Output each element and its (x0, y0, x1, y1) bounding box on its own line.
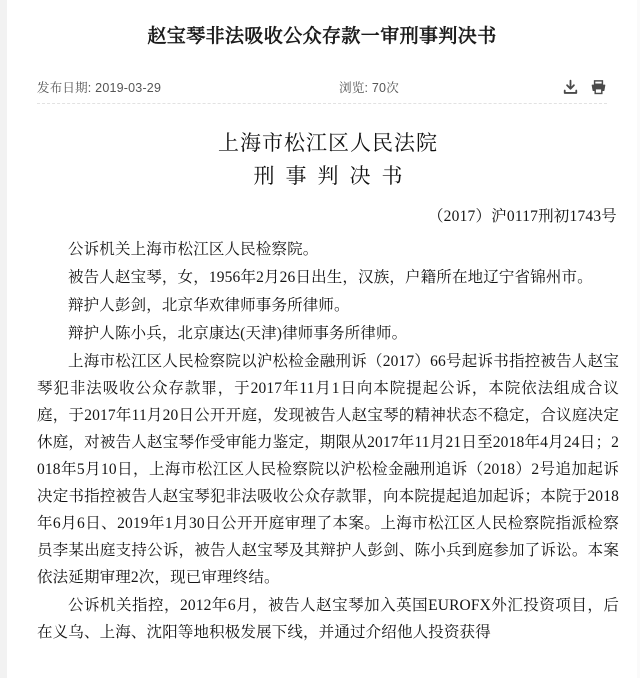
view-count-label: 浏览: (339, 81, 369, 95)
download-icon[interactable] (562, 79, 579, 96)
document-actions (562, 79, 607, 96)
publish-date-group (37, 78, 161, 96)
court-name: 上海市松江区人民法院 (218, 131, 438, 155)
body-paragraph: 辩护人陈小兵，北京康达(天津)律师事务所律师。 (68, 325, 408, 342)
case-number: （2017）沪0117刑初1743号 (427, 208, 617, 225)
body-paragraph: 公诉机关指控，2012年6月，被告人赵宝琴加入英国EUROFX外汇投资项目，后在义乌、上海、沈阳等地积极发展下线，并通过介绍他人投资获得 (37, 597, 619, 641)
view-count-group (339, 78, 399, 96)
body-paragraph: 公诉机关上海市松江区人民检察院。 (68, 241, 319, 258)
document-body (7, 104, 637, 646)
document-kind: 刑事判决书 (253, 164, 414, 188)
view-count-value: 70次 (371, 81, 399, 95)
body-paragraph: 辩护人彭剑，北京华欢律师事务所律师。 (68, 297, 350, 314)
body-paragraph: 上海市松江区人民检察院以沪松检金融刑诉（2017）66号起诉书指控被告人赵宝琴犯非法吸收公众存款罪，于2017年11月1日向本院提起公诉，本院依法组成合议庭，于2017年11月20日公开开庭，发现被告人赵宝琴的精神状态不稳定，合议庭决定休庭，对被告人赵宝琴作受审能力鉴定，期限从2017年11月21日至2018年4月24日；2018年5月10日，上海市松江区人民检察院以沪松检金融刑追诉（2018）2号追加起诉决定书指控被告人赵宝琴犯非法吸收公众存款罪，向本院提起追加起诉；本院于2018年6月6日、2019年1月30日公开开庭审理了本案。上海市松江区人民检察院指派检察员李某出庭支持公诉，被告人赵宝琴及其辩护人彭剑、陈小兵到庭参加了诉讼。本案依法延期审理2次，现已审理终结。 (37, 353, 619, 586)
body-paragraph: 被告人赵宝琴，女，1956年2月26日出生，汉族，户籍所在地辽宁省锦州市。 (68, 269, 593, 286)
publish-date-value: 2019-03-29 (95, 81, 162, 95)
document-meta-bar (37, 52, 607, 104)
page-inner (7, 0, 637, 678)
publish-date-label: 发布日期: (37, 81, 92, 95)
page-title: 赵宝琴非法吸收公众存款一审刑事判决书 (147, 26, 497, 47)
print-icon[interactable] (590, 79, 607, 96)
